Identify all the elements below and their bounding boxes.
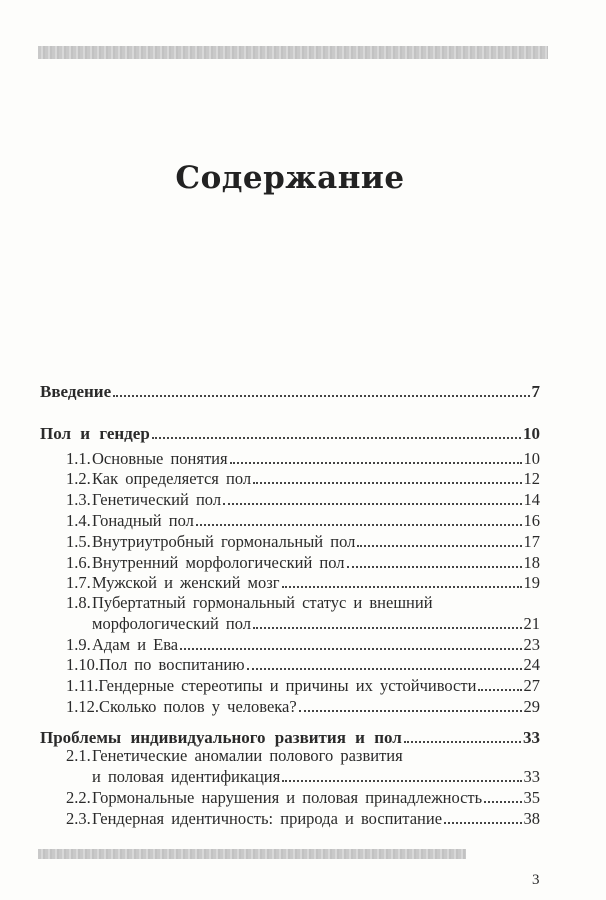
leader-dots — [253, 627, 521, 629]
toc-entry-first-line: Генетические аномалии полового развития — [92, 746, 403, 765]
toc-subentry[interactable] — [66, 676, 540, 696]
toc-chapter[interactable] — [40, 382, 540, 402]
toc-entry-page: 12 — [523, 469, 540, 488]
leader-dots — [196, 524, 522, 526]
toc-subentry[interactable] — [66, 573, 540, 593]
toc-subentry[interactable] — [66, 655, 540, 675]
toc-entry-page: 38 — [523, 809, 540, 828]
leader-dots — [282, 586, 522, 588]
toc-subentry[interactable] — [66, 532, 540, 552]
toc-entry-number: 1.6. — [66, 553, 91, 572]
toc-subentry[interactable] — [66, 511, 540, 531]
toc-entry-title: Как определяется пол — [92, 469, 252, 488]
toc-entry-title: Адам и Ева — [92, 635, 179, 654]
toc-subentry[interactable] — [66, 490, 540, 510]
toc-entry-title: и половая идентификация — [92, 767, 281, 786]
leader-dots — [444, 822, 521, 824]
toc-entry-page: 33 — [523, 728, 540, 747]
toc-entry-page: 24 — [523, 655, 540, 674]
toc-entry-number: 1.8. — [66, 593, 91, 612]
toc-entry-title: Основные понятия — [92, 449, 228, 468]
toc-entry-page: 17 — [523, 532, 540, 551]
toc-entry-page: 29 — [523, 697, 540, 716]
toc-subentry[interactable] — [66, 767, 540, 787]
toc-entry-page: 18 — [523, 553, 540, 572]
toc-subentry[interactable] — [66, 788, 540, 808]
page-title: Содержание — [175, 160, 405, 196]
leader-dots — [347, 566, 522, 568]
leader-dots — [478, 689, 521, 691]
toc-entry-first-line: Пубертатный гормональный статус и внешний — [92, 593, 433, 612]
leader-dots — [247, 668, 522, 670]
leader-dots — [230, 462, 522, 464]
toc-entry-number: 1.11. — [66, 676, 99, 695]
toc-entry-number: 1.10. — [66, 655, 99, 674]
toc-entry-page: 14 — [523, 490, 540, 509]
toc-chapter[interactable] — [40, 424, 540, 444]
top-decorative-bar — [38, 46, 548, 59]
toc-entry-title: Проблемы индивидуального развития и пол — [40, 728, 402, 747]
toc-entry-number: 1.7. — [66, 573, 91, 592]
toc-entry-page: 19 — [523, 573, 540, 592]
toc-entry-number: 1.12. — [66, 697, 99, 716]
toc-subentry[interactable] — [66, 449, 540, 469]
toc-entry-number: 1.3. — [66, 490, 91, 509]
toc-subentry[interactable] — [66, 697, 540, 717]
toc-entry-page: 10 — [523, 449, 540, 468]
toc-entry-number: 1.5. — [66, 532, 91, 551]
toc-subentry[interactable] — [66, 809, 540, 829]
toc-entry-page: 10 — [523, 424, 540, 443]
toc-entry-title: Внутриутробный гормональный пол — [92, 532, 356, 551]
toc-entry-title: Введение — [40, 382, 112, 401]
toc-entry-number: 2.2. — [66, 788, 91, 807]
toc-entry-title: морфологический пол — [92, 614, 252, 633]
toc-entry-page: 7 — [531, 382, 540, 401]
leader-dots — [113, 395, 529, 397]
leader-dots — [357, 545, 521, 547]
toc-subentry[interactable] — [66, 614, 540, 634]
toc-chapter[interactable] — [40, 728, 540, 748]
leader-dots — [223, 503, 521, 505]
leader-dots — [299, 710, 522, 712]
toc-entry-title: Гендерная идентичность: природа и воспитание — [92, 809, 443, 828]
toc-entry-title: Пол и гендер — [40, 424, 150, 443]
toc-entry-page: 16 — [523, 511, 540, 530]
toc-entry-number: 1.2. — [66, 469, 91, 488]
toc-entry-title: Генетический пол — [92, 490, 222, 509]
toc-entry-page: 33 — [523, 767, 540, 786]
toc-entry-title: Гормональные нарушения и половая принадлежность — [92, 788, 483, 807]
toc-entry-page: 23 — [523, 635, 540, 654]
toc-entry-title: Гендерные стереотипы и причины их устойчивости — [98, 676, 477, 695]
toc-subentry[interactable] — [66, 469, 540, 489]
toc-entry-number: 1.4. — [66, 511, 91, 530]
toc-entry-title: Пол по воспитанию — [99, 655, 245, 674]
toc-entry-title: Гонадный пол — [92, 511, 194, 530]
toc-entry-number: 1.1. — [66, 449, 91, 468]
toc-entry-title: Внутренний морфологический пол — [92, 553, 345, 572]
toc-entry-number: 2.1. — [66, 746, 91, 765]
toc-entry-title: Сколько полов у человека? — [99, 697, 297, 716]
toc-entry-page: 27 — [523, 676, 540, 695]
leader-dots — [152, 437, 521, 439]
leader-dots — [404, 741, 521, 743]
toc-entry-number: 1.9. — [66, 635, 91, 654]
leader-dots — [484, 801, 521, 803]
leader-dots — [282, 780, 521, 782]
bottom-decorative-bar — [38, 849, 466, 859]
page-number: 3 — [532, 872, 540, 888]
leader-dots — [253, 482, 521, 484]
toc-entry-page: 21 — [523, 614, 540, 633]
toc-subentry[interactable] — [66, 553, 540, 573]
leader-dots — [180, 648, 521, 650]
toc-subentry[interactable] — [66, 635, 540, 655]
toc-entry-page: 35 — [523, 788, 540, 807]
toc-entry-number: 2.3. — [66, 809, 91, 828]
toc-entry-title: Мужской и женский мозг — [92, 573, 280, 592]
